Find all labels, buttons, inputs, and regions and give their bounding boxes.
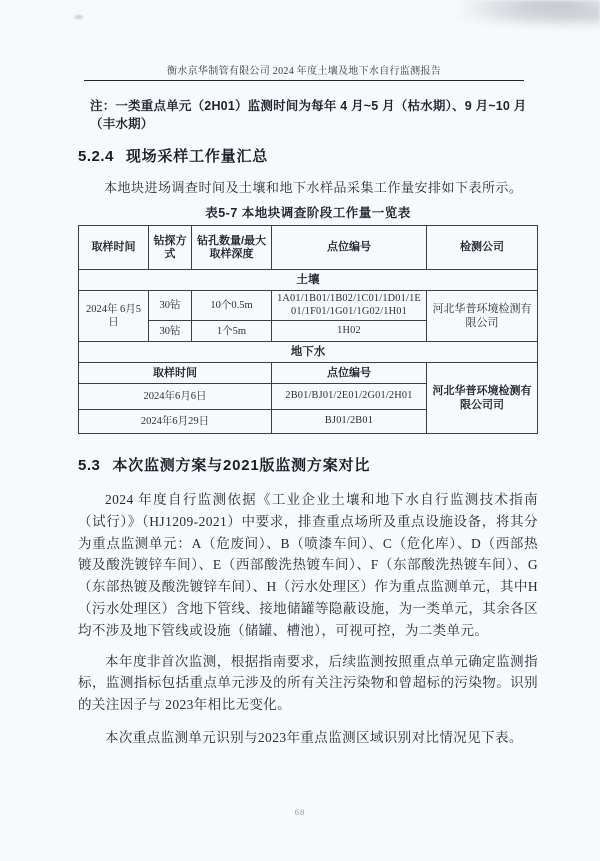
soil-section-row xyxy=(79,270,538,291)
body-paragraph-2: 本年度非首次监测，根据指南要求，后续监测按照重点单元确定监测指标，监测指标包括重点单元涉及的所有关注污染物和曾超标的污染物。识别的关注因子与 2023年相比无变化。 xyxy=(78,653,538,713)
scan-artifact-top-right xyxy=(440,0,600,30)
section-heading-5-3 xyxy=(78,454,538,475)
col-header-hole-count: 钻孔数量/最大取样深度 xyxy=(192,226,272,270)
intro-paragraph: 本地块进场调查时间及土壤和地下水样品采集工作量安排如下表所示。 xyxy=(104,180,523,195)
gw-sampling-date-2: 2024年6月29日 xyxy=(79,410,272,434)
col-header-sampling-time: 取样时间 xyxy=(79,226,149,270)
section-heading-5-2-4 xyxy=(78,145,538,166)
groundwater-header-row xyxy=(79,363,538,384)
body-paragraph-3: 本次重点监测单元识别与2023年重点监测区域识别对比情况见下表。 xyxy=(105,729,523,745)
table-header-row xyxy=(79,226,538,270)
gw-lab-company: 河北华普环境检测有限公司司 xyxy=(427,363,538,434)
groundwater-section-row xyxy=(79,342,538,363)
soil-data-row-1 xyxy=(79,291,538,321)
body-paragraph-1: 2024 年度自行监测依据《工业企业土壤和地下水自行监测技术指南（试行）》（HJ1209-2021）中要求，排查重点场所及重点设施设备，将其分为重点监测单元：A（危废间）、B（喷漆车间）、C（危化库）、D（西部热镀及酸洗镀锌车间）、E（西部酸洗热镀车间）、F（东部酸洗热镀车间）、G（东部热镀及酸洗镀锌车间）、H（污水处理区）作为重点监测单元，其中H（污水处理区）含地下管线、接地储罐等隐蔽设施，为一类单元，其余各区均不涉及地下管线或设施（储罐、槽池），可视可控，为二类单元。 xyxy=(78,492,538,638)
soil-point-ids-1: 1A01/1B01/1B02/1C01/1D01/1E01/1F01/1G01/1G02/1H01 xyxy=(272,291,427,321)
col-header-lab-company: 检测公司 xyxy=(427,226,538,270)
soil-section-label: 土壤 xyxy=(79,270,538,291)
running-header: 衡水京华制管有限公司 2024 年度土壤及地下水自行监测报告 xyxy=(84,62,524,81)
scan-artifact-top-left xyxy=(74,15,83,19)
table-caption: 表5-7 本地块调查阶段工作量一览表 xyxy=(205,206,411,220)
workload-table xyxy=(78,225,538,434)
soil-hole-count-2: 1个5m xyxy=(192,321,272,342)
soil-drill-method-2: 30钻 xyxy=(149,321,192,342)
gw-sampling-date-1: 2024年6月6日 xyxy=(79,384,272,410)
soil-sampling-date: 2024年 6月5日 xyxy=(79,291,149,342)
groundwater-section-label: 地下水 xyxy=(79,342,538,363)
page-number: 68 xyxy=(294,807,306,817)
soil-drill-method-1: 30钻 xyxy=(149,291,192,321)
section-title: 本次监测方案与2021版监测方案对比 xyxy=(112,457,371,474)
section-title: 现场采样工作量汇总 xyxy=(125,148,269,165)
gw-col-header-sampling-time: 取样时间 xyxy=(79,363,272,384)
gw-point-ids-1: 2B01/BJ01/2E01/2G01/2H01 xyxy=(272,384,427,410)
col-header-point-ids: 点位编号 xyxy=(272,226,427,270)
soil-hole-count-1: 10个0.5m xyxy=(192,291,272,321)
soil-lab-company: 河北华普环境检测有限公司 xyxy=(427,291,538,342)
section-number: 5.3 xyxy=(78,457,101,474)
gw-point-ids-2: BJ01/2B01 xyxy=(272,410,427,434)
col-header-drill-method: 钻探方式 xyxy=(149,226,192,270)
soil-point-ids-2: 1H02 xyxy=(272,321,427,342)
table-note: 注：一类重点单元（2H01）监测时间为每年 4 月~5 月（枯水期）、9 月~10 月（丰水期） xyxy=(90,99,527,131)
gw-col-header-point-ids: 点位编号 xyxy=(272,363,427,384)
section-number: 5.2.4 xyxy=(78,148,114,165)
